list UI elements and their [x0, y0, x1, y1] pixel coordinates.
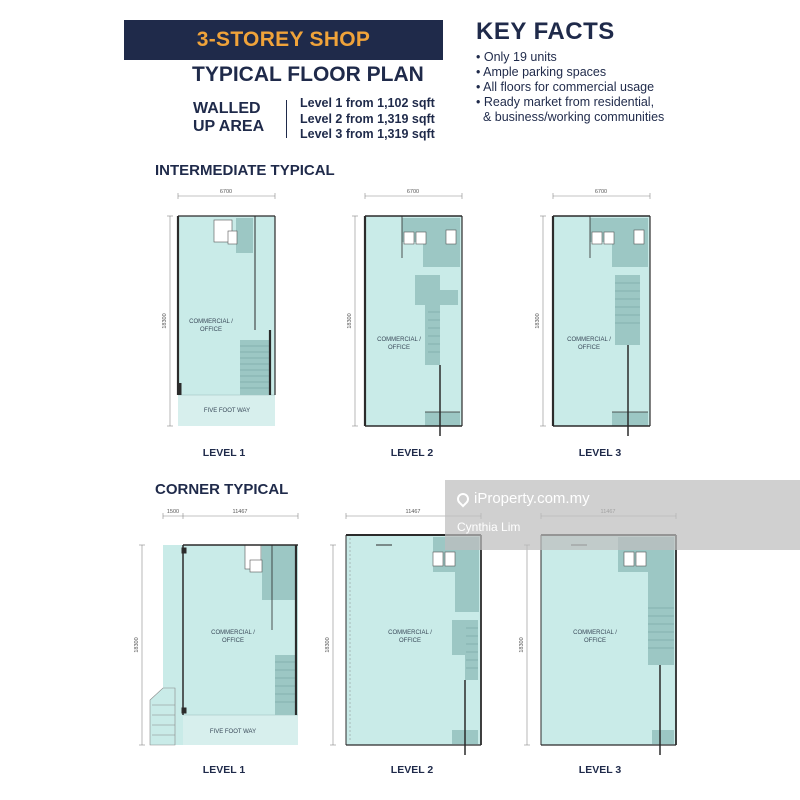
dim-width-text: 11467 — [232, 509, 248, 515]
walkway-label: FIVE FOOT WAY — [203, 408, 251, 414]
room-label: OFFICE — [584, 638, 606, 644]
watermark-site: iProperty.com.my — [474, 490, 590, 507]
key-fact-item: • Ample parking spaces — [476, 65, 607, 79]
walkway-label: FIVE FOOT WAY — [209, 729, 257, 735]
watermark-overlay — [445, 480, 800, 550]
intermediate-section-title: INTERMEDIATE TYPICAL — [155, 162, 335, 179]
room-label: OFFICE — [399, 638, 421, 644]
dim-width-text: 6700 — [594, 189, 608, 195]
room-label: COMMERCIAL / — [189, 319, 233, 325]
banner-title: 3-STOREY SHOP — [196, 28, 371, 51]
level-label: LEVEL 2 — [390, 447, 434, 459]
key-fact-item: & business/working communities — [476, 110, 665, 124]
watermark-user: Cynthia Lim — [457, 520, 521, 534]
room-label: COMMERCIAL / — [567, 337, 611, 343]
key-fact-item: • All floors for commercial usage — [476, 80, 655, 94]
dim-width-text: 6700 — [406, 189, 420, 195]
room-label: OFFICE — [578, 345, 600, 351]
dim-width-text: 11467 — [405, 509, 421, 515]
room-label: COMMERCIAL / — [388, 630, 432, 636]
walled-line-2: UP AREA — [193, 118, 265, 135]
level-label: LEVEL 1 — [202, 764, 246, 776]
room-label: OFFICE — [200, 327, 222, 333]
room-label: COMMERCIAL / — [573, 630, 617, 636]
level-label: LEVEL 3 — [578, 447, 622, 459]
dim-depth-text: 18300 — [134, 637, 140, 653]
dim-depth-text: 18300 — [535, 313, 541, 329]
dim-side-text: 1500 — [166, 509, 180, 515]
key-facts-title: KEY FACTS — [476, 18, 615, 45]
level-label: LEVEL 2 — [390, 764, 434, 776]
room-label: COMMERCIAL / — [211, 630, 255, 636]
room-label: OFFICE — [388, 345, 410, 351]
dim-depth-text: 18300 — [162, 313, 168, 329]
corner-section-title: CORNER TYPICAL — [155, 481, 289, 498]
location-pin-icon — [455, 490, 472, 507]
dim-depth-text: 18300 — [519, 637, 525, 653]
walled-line-1: WALLED — [193, 100, 261, 117]
level-label: LEVEL 3 — [578, 764, 622, 776]
room-label: OFFICE — [222, 638, 244, 644]
dim-depth-text: 18300 — [325, 637, 331, 653]
dim-width-text: 6700 — [219, 189, 233, 195]
level-area-2: Level 2 from 1,319 sqft — [300, 111, 435, 126]
subtitle: TYPICAL FLOOR PLAN — [192, 63, 424, 86]
room-label: COMMERCIAL / — [377, 337, 421, 343]
key-fact-item: • Only 19 units — [476, 50, 557, 64]
key-fact-item: • Ready market from residential, — [476, 95, 655, 109]
level-area-3: Level 3 from 1,319 sqft — [300, 127, 435, 141]
dim-depth-text: 18300 — [347, 313, 353, 329]
watermark-logo — [457, 490, 590, 507]
level-area-1: Level 1 from 1,102 sqft — [300, 96, 435, 110]
level-label: LEVEL 1 — [202, 447, 246, 459]
